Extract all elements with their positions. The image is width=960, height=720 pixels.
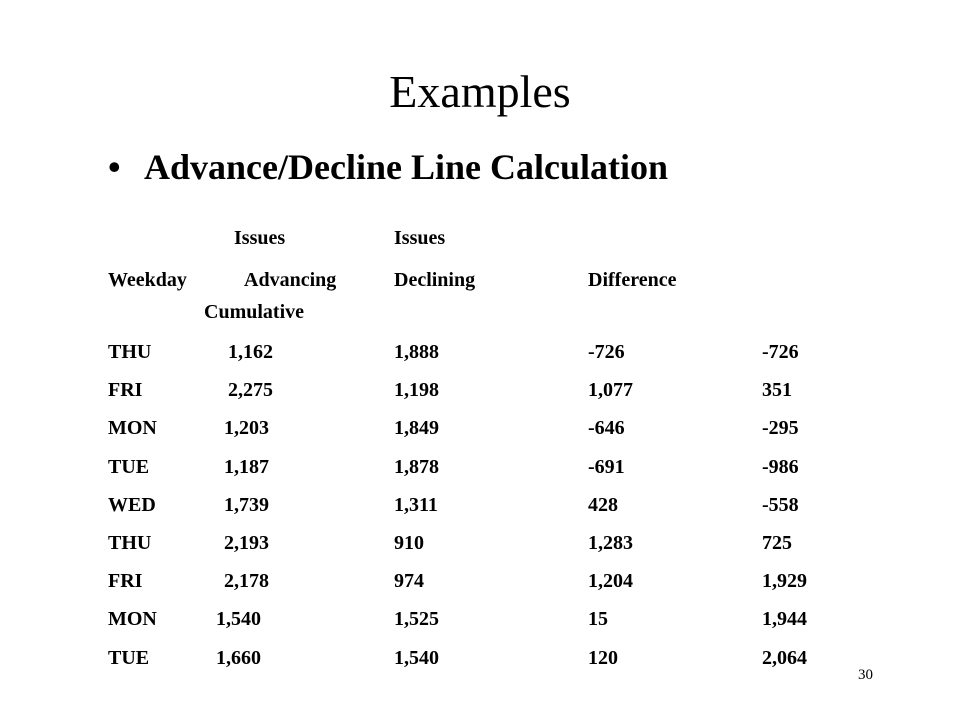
header-advancing: Advancing bbox=[244, 269, 337, 291]
page-number: 30 bbox=[858, 667, 873, 683]
weekday-cell: FRI bbox=[108, 379, 143, 401]
weekday-cell: TUE bbox=[108, 456, 150, 478]
cumulative-cell: 1,929 bbox=[762, 570, 807, 592]
declining-cell: 1,198 bbox=[394, 379, 439, 401]
advancing-cell: 1,162 bbox=[228, 341, 273, 363]
difference-cell: -726 bbox=[588, 341, 625, 363]
declining-cell: 1,888 bbox=[394, 341, 439, 363]
difference-cell: 1,077 bbox=[588, 379, 633, 401]
header-issues-declining: Issues bbox=[394, 227, 446, 249]
difference-cell: 1,204 bbox=[588, 570, 633, 592]
slide-title: Examples bbox=[389, 66, 571, 117]
cumulative-cell: -295 bbox=[762, 417, 799, 439]
weekday-cell: THU bbox=[108, 341, 152, 363]
difference-cell: 428 bbox=[588, 494, 618, 516]
advancing-cell: 1,203 bbox=[224, 417, 269, 439]
advancing-cell: 2,193 bbox=[224, 532, 269, 554]
difference-cell: 120 bbox=[588, 647, 618, 669]
cumulative-cell: -726 bbox=[762, 341, 799, 363]
declining-cell: 1,311 bbox=[394, 494, 438, 516]
weekday-cell: WED bbox=[108, 494, 156, 516]
weekday-cell: THU bbox=[108, 532, 152, 554]
weekday-cell: TUE bbox=[108, 647, 150, 669]
cumulative-cell: -986 bbox=[762, 456, 799, 478]
header-cumulative: Cumulative bbox=[204, 301, 304, 323]
advancing-cell: 2,178 bbox=[224, 570, 269, 592]
advancing-cell: 1,540 bbox=[216, 608, 261, 630]
declining-cell: 1,540 bbox=[394, 647, 439, 669]
bullet-heading-text: Advance/Decline Line Calculation bbox=[144, 147, 668, 187]
declining-cell: 974 bbox=[394, 570, 424, 592]
header-declining: Declining bbox=[394, 269, 476, 291]
weekday-cell: MON bbox=[108, 608, 157, 630]
advancing-cell: 1,660 bbox=[216, 647, 261, 669]
declining-cell: 910 bbox=[394, 532, 424, 554]
header-weekday: Weekday bbox=[108, 269, 187, 291]
header-difference: Difference bbox=[588, 269, 677, 291]
advancing-cell: 1,187 bbox=[224, 456, 269, 478]
bullet-icon: • bbox=[108, 147, 121, 187]
declining-cell: 1,878 bbox=[394, 456, 439, 478]
cumulative-cell: 1,944 bbox=[762, 608, 807, 630]
declining-cell: 1,525 bbox=[394, 608, 439, 630]
cumulative-cell: -558 bbox=[762, 494, 799, 516]
weekday-cell: FRI bbox=[108, 570, 143, 592]
bullet-heading bbox=[108, 142, 668, 192]
header-issues-advancing: Issues bbox=[234, 227, 286, 249]
declining-cell: 1,849 bbox=[394, 417, 439, 439]
cumulative-cell: 725 bbox=[762, 532, 792, 554]
difference-cell: 1,283 bbox=[588, 532, 633, 554]
difference-cell: 15 bbox=[588, 608, 608, 630]
cumulative-cell: 2,064 bbox=[762, 647, 807, 669]
advancing-cell: 1,739 bbox=[224, 494, 269, 516]
weekday-cell: MON bbox=[108, 417, 157, 439]
difference-cell: -646 bbox=[588, 417, 625, 439]
difference-cell: -691 bbox=[588, 456, 625, 478]
advancing-cell: 2,275 bbox=[228, 379, 273, 401]
cumulative-cell: 351 bbox=[762, 379, 792, 401]
